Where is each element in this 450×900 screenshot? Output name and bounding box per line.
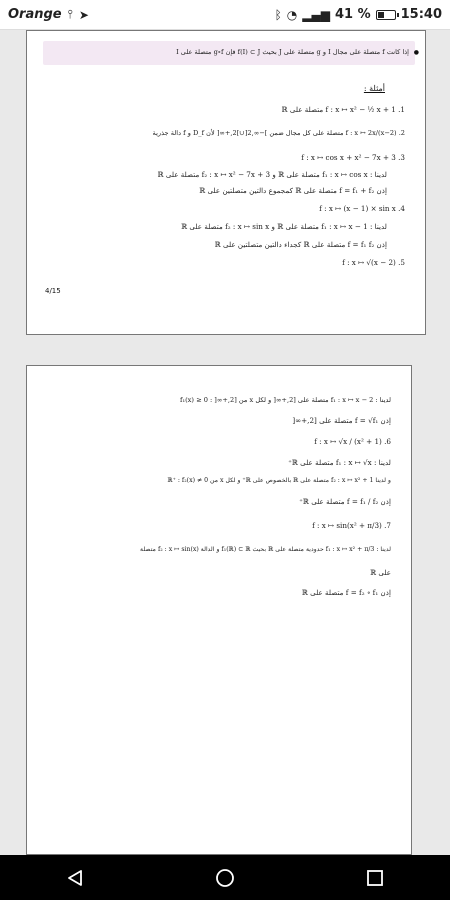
example-line: إذن f = f₁ f₂ متصلة على ℝ كجداء دالتين متصلتين على ℝ <box>214 240 387 249</box>
recents-icon <box>366 869 384 887</box>
example-line: إذن f = f₂ ∘ f₁ متصلة على ℝ <box>301 588 391 597</box>
example-line: 3. f : x ↦ cos x + x² − 7x + 3 <box>301 153 405 162</box>
clock: 15:40 <box>400 7 442 22</box>
status-right <box>275 7 442 22</box>
page-number: 4/15 <box>45 287 61 295</box>
example-line: على ℝ <box>370 568 391 577</box>
example-line: لدينا : f₁ : x ↦ x − 1 متصلة على ℝ و f₂ : x ↦ sin x متصلة على ℝ <box>181 222 387 231</box>
signal-icon: ▂▄▆ <box>302 7 330 22</box>
example-line: إذن f = f₁ + f₂ متصلة على ℝ كمجموع دالتين متصلتين على ℝ <box>199 186 387 195</box>
battery-percent: 41 % <box>334 7 371 22</box>
status-bar <box>0 0 450 30</box>
example-line: لدينا : f₁ : x ↦ √x متصلة على ℝ⁺ <box>288 458 391 467</box>
theorem-text: إذا كانت f متصلة على مجال I و g متصلة على J بحيث f(I) ⊂ J فإن g∘f متصلة على I <box>176 48 409 56</box>
pdf-page-4 <box>26 30 426 335</box>
examples-heading: أمثلة : <box>363 84 385 93</box>
wifi-icon: ◔ <box>286 7 298 22</box>
example-line: لدينا : f₁ : x ↦ x² + π/3 حدودية متصلة على ℝ بحيث f₁(ℝ) ⊂ ℝ و الدالة f₂ : x ↦ sin(x) متصلة <box>140 546 391 553</box>
bluetooth-icon: ᛒ <box>274 7 282 22</box>
battery-fill <box>378 12 384 18</box>
recents-button[interactable] <box>345 858 405 898</box>
example-line: 2. f : x ↦ 2x/(x−2) متصلة على كل مجال ضمن ]−∞,2[∪]2,+∞[ لأن D_f و f دالة جذرية <box>152 129 405 137</box>
carrier-label: Orange <box>8 7 62 22</box>
status-left <box>8 7 89 22</box>
usb-icon: ⫯ <box>67 7 73 21</box>
document-viewer[interactable] <box>0 30 450 855</box>
back-button[interactable] <box>45 858 105 898</box>
example-line: إذن f = √f₁ متصلة على [2,+∞[ <box>292 416 391 425</box>
pdf-page-5 <box>26 365 412 855</box>
example-line: لدينا : f₁ : x ↦ x − 2 متصلة على [2,+∞[ و لكل x من [2,+∞[ : f₁(x) ≥ 0 <box>180 396 391 404</box>
bullet-icon: ● <box>413 49 419 56</box>
example-line: 5. f : x ↦ √(x − 2) <box>342 258 405 267</box>
example-line: لدينا : f₁ : x ↦ cos x متصلة على ℝ و f₂ : x ↦ x² − 7x + 3 متصلة على ℝ <box>157 170 387 179</box>
telegram-icon: ➤ <box>78 7 89 22</box>
home-button[interactable] <box>195 858 255 898</box>
example-line: 7. f : x ↦ sin(x² + π/3) <box>312 521 391 530</box>
example-line: و لدينا f₂ : x ↦ x² + 1 متصلة على ℝ بالخصوص على ℝ⁺ و لكل x من ℝ⁺ : f₂(x) ≠ 0 <box>167 477 391 484</box>
battery-icon <box>376 10 396 20</box>
home-icon <box>215 868 235 888</box>
navigation-bar <box>0 855 450 900</box>
example-line: 4. f : x ↦ (x − 1) × sin x <box>319 204 405 213</box>
example-line: 6. f : x ↦ √x / (x² + 1) <box>314 437 391 446</box>
example-line: 1. f : x ↦ x² − ½ x + 1 متصلة على ℝ <box>281 105 405 114</box>
example-line: إذن f = f₁ / f₂ متصلة على ℝ⁺ <box>299 497 391 506</box>
back-icon <box>66 869 84 887</box>
